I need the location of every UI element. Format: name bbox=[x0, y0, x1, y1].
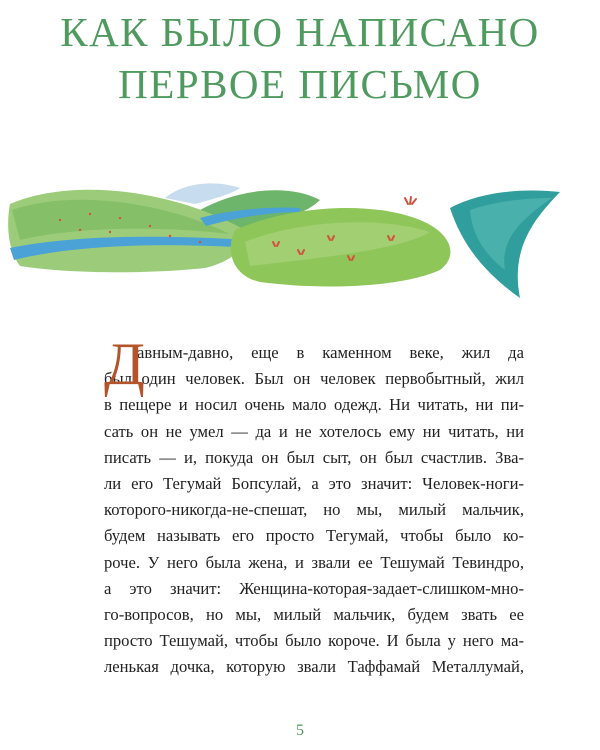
text-line: а это значит: Женщина-которая-задает-слишком-мно- bbox=[104, 578, 524, 598]
text-line: просто Тешумай, чтобы было короче. И была у него ма- bbox=[104, 631, 524, 651]
drop-cap: Д bbox=[104, 331, 145, 397]
text-line: был один человек. Был он человек первобытный, жил bbox=[104, 369, 524, 389]
page-number: 5 bbox=[296, 722, 304, 739]
text-line: роче. У него была жена, и звали ее Тешумай Тевиндро, bbox=[104, 552, 524, 572]
chapter-title-line-2: ПЕРВОЕ ПИСЬМО bbox=[118, 61, 482, 107]
text-line: в пещере и носил очень мало одежд. Ни читать, ни пи- bbox=[104, 395, 524, 415]
text-line: ли его Тегумай Бопсулай, а это значит: Человек-ноги- bbox=[104, 473, 524, 493]
story-text bbox=[104, 331, 524, 680]
text-line: сать он не умел — да и не хотелось ему ни читать, ни bbox=[104, 421, 524, 441]
text-line: ленькая дочка, которую звали Таффамай Металлумай, bbox=[104, 657, 524, 677]
chapter-title-line-1: КАК БЫЛО НАПИСАНО bbox=[60, 9, 540, 55]
text-line: которого-никогда-не-спешат, но мы, милый мальчик, bbox=[104, 500, 524, 520]
text-line: писать — и, покуда он был сыт, он был счастлив. Зва- bbox=[104, 447, 524, 467]
text-line: будем называть его просто Тегумай, чтобы было ко- bbox=[104, 526, 524, 546]
chapter-title bbox=[0, 6, 600, 110]
text-line: го-вопросов, но мы, милый мальчик, будем звать ее bbox=[104, 604, 524, 624]
hills-illustration bbox=[0, 170, 600, 310]
text-line: авным-давно, еще в каменном веке, жил да bbox=[137, 343, 524, 362]
